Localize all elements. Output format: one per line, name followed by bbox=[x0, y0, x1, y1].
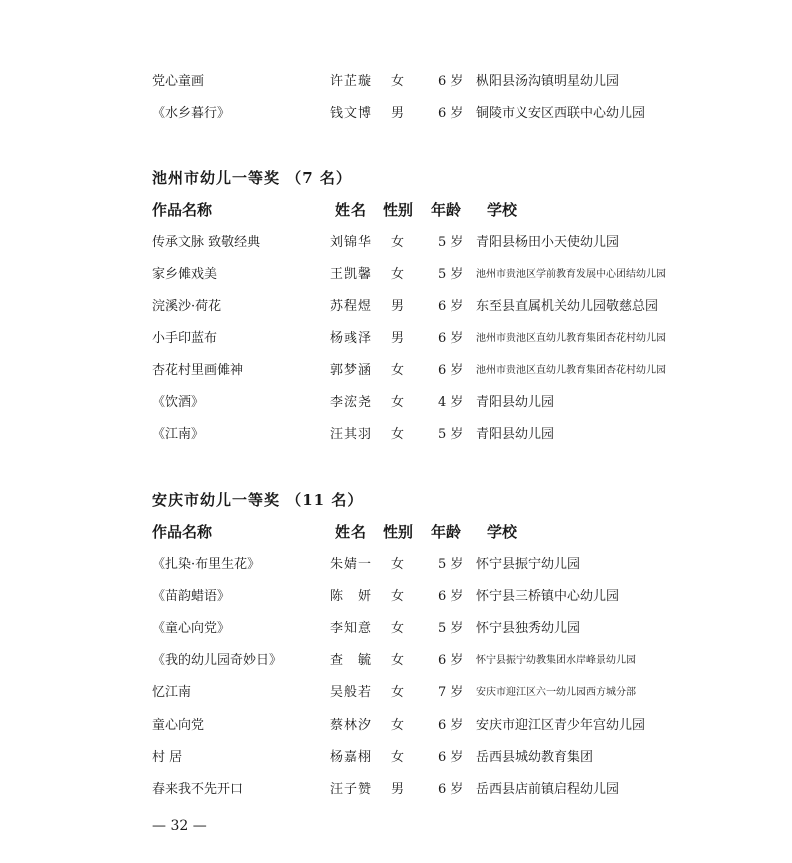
work-title: 《饮酒》 bbox=[152, 395, 205, 410]
student-age: 6 岁 bbox=[438, 299, 464, 314]
student-age: 6 岁 bbox=[438, 653, 464, 668]
student-gender: 男 bbox=[391, 106, 405, 121]
student-age: 5 岁 bbox=[438, 235, 464, 250]
header-age: 年龄 bbox=[431, 523, 462, 541]
school-name: 岳西县店前镇启程幼儿园 bbox=[476, 782, 620, 797]
page-number: — 32 — bbox=[152, 818, 207, 834]
work-title: 《童心向党》 bbox=[152, 621, 231, 636]
student-age: 6 岁 bbox=[438, 782, 464, 797]
student-gender: 男 bbox=[391, 782, 405, 797]
school-name: 池州市贵池区学前教育发展中心团结幼儿园 bbox=[476, 269, 666, 280]
work-title: 党心童画 bbox=[152, 74, 205, 89]
school-name: 青阳县幼儿园 bbox=[476, 395, 555, 410]
work-title: 浣溪沙·荷花 bbox=[152, 299, 222, 314]
work-title: 《江南》 bbox=[152, 427, 205, 442]
student-age: 5 岁 bbox=[438, 427, 464, 442]
header-gender: 性别 bbox=[383, 523, 414, 541]
school-name: 青阳县幼儿园 bbox=[476, 427, 555, 442]
student-gender: 女 bbox=[391, 557, 405, 572]
school-name: 东至县直属机关幼儿园敬慈总园 bbox=[476, 299, 659, 314]
student-gender: 女 bbox=[391, 235, 405, 250]
school-name: 岳西县城幼教育集团 bbox=[476, 750, 594, 765]
table-row bbox=[0, 714, 792, 738]
student-age: 6 岁 bbox=[438, 589, 464, 604]
table-header bbox=[0, 520, 792, 544]
student-gender: 女 bbox=[391, 363, 405, 378]
work-title: 《苗韵蜡语》 bbox=[152, 589, 231, 604]
student-gender: 女 bbox=[391, 74, 405, 89]
work-title: 家乡傩戏美 bbox=[152, 267, 218, 282]
student-gender: 女 bbox=[391, 267, 405, 282]
header-name: 姓名 bbox=[335, 201, 368, 219]
school-name: 安庆市迎江区青少年宫幼儿园 bbox=[476, 718, 646, 733]
student-gender: 女 bbox=[391, 427, 405, 442]
work-title: 春来我不先开口 bbox=[152, 782, 244, 797]
table-row bbox=[0, 102, 792, 126]
student-name: 刘锦华 bbox=[330, 235, 373, 250]
student-age: 6 岁 bbox=[438, 331, 464, 346]
student-age: 6 岁 bbox=[438, 718, 464, 733]
table-row bbox=[0, 585, 792, 609]
student-name: 蔡林汐 bbox=[330, 718, 373, 733]
school-name: 池州市贵池区直幼儿教育集团杏花村幼儿园 bbox=[476, 365, 666, 376]
table-row bbox=[0, 681, 792, 705]
student-age: 5 岁 bbox=[438, 557, 464, 572]
student-name: 吴般若 bbox=[330, 685, 373, 700]
student-name: 李浤尧 bbox=[330, 395, 373, 410]
student-name: 杨嘉栩 bbox=[330, 750, 373, 765]
student-name: 王凯馨 bbox=[330, 267, 373, 282]
school-name: 铜陵市义安区西联中心幼儿园 bbox=[476, 106, 646, 121]
student-age: 7 岁 bbox=[438, 685, 464, 700]
work-title: 《我的幼儿园奇妙日》 bbox=[152, 653, 283, 668]
student-name: 汪子赞 bbox=[330, 782, 373, 797]
student-age: 5 岁 bbox=[438, 267, 464, 282]
student-gender: 女 bbox=[391, 395, 405, 410]
student-gender: 男 bbox=[391, 299, 405, 314]
student-age: 6 岁 bbox=[438, 74, 464, 89]
student-age: 6 岁 bbox=[438, 106, 464, 121]
table-row bbox=[0, 231, 792, 255]
header-title: 作品名称 bbox=[152, 201, 213, 219]
header-age: 年龄 bbox=[431, 201, 462, 219]
header-title: 作品名称 bbox=[152, 523, 213, 541]
table-row bbox=[0, 553, 792, 577]
table-row bbox=[0, 746, 792, 770]
table-row bbox=[0, 391, 792, 415]
student-gender: 男 bbox=[391, 331, 405, 346]
work-title: 传承文脉 致敬经典 bbox=[152, 235, 261, 250]
student-age: 6 岁 bbox=[438, 363, 464, 378]
work-title: 小手印蓝布 bbox=[152, 331, 218, 346]
student-name: 汪其羽 bbox=[330, 427, 373, 442]
school-name: 怀宁县独秀幼儿园 bbox=[476, 621, 581, 636]
student-gender: 女 bbox=[391, 589, 405, 604]
school-name: 怀宁县振宁幼儿园 bbox=[476, 557, 581, 572]
table-row bbox=[0, 327, 792, 351]
work-title: 村 居 bbox=[152, 750, 183, 765]
student-name: 陈 妍 bbox=[330, 589, 373, 604]
table-header bbox=[0, 198, 792, 222]
student-name: 朱婧一 bbox=[330, 557, 373, 572]
table-row bbox=[0, 778, 792, 802]
student-gender: 女 bbox=[391, 653, 405, 668]
work-title: 忆江南 bbox=[152, 685, 192, 700]
student-gender: 女 bbox=[391, 718, 405, 733]
work-title: 《水乡暮行》 bbox=[152, 106, 231, 121]
student-name: 李知意 bbox=[330, 621, 373, 636]
table-row bbox=[0, 295, 792, 319]
table-row bbox=[0, 423, 792, 447]
student-gender: 女 bbox=[391, 621, 405, 636]
table-row bbox=[0, 359, 792, 383]
work-title: 《扎染·布里生花》 bbox=[152, 557, 261, 572]
table-row bbox=[0, 617, 792, 641]
student-age: 6 岁 bbox=[438, 750, 464, 765]
school-name: 青阳县杨田小天使幼儿园 bbox=[476, 235, 620, 250]
work-title: 杏花村里画傩神 bbox=[152, 363, 244, 378]
header-school: 学校 bbox=[487, 201, 518, 219]
student-age: 5 岁 bbox=[438, 621, 464, 636]
header-school: 学校 bbox=[487, 523, 518, 541]
table-row bbox=[0, 649, 792, 673]
section-heading-chizhou: 池州市幼儿一等奖 （7 名） bbox=[152, 169, 352, 187]
student-gender: 女 bbox=[391, 685, 405, 700]
table-row bbox=[0, 70, 792, 94]
student-name: 郭梦涵 bbox=[330, 363, 373, 378]
student-name: 苏程煜 bbox=[330, 299, 373, 314]
school-name: 池州市贵池区直幼儿教育集团杏花村幼儿园 bbox=[476, 333, 666, 344]
student-name: 查 毓 bbox=[330, 653, 373, 668]
student-name: 杨彧泽 bbox=[330, 331, 373, 346]
section-heading-anqing: 安庆市幼儿一等奖 （11 名） bbox=[152, 491, 364, 509]
school-name: 怀宁县振宁幼教集团水岸峰景幼儿园 bbox=[476, 655, 636, 666]
student-age: 4 岁 bbox=[438, 395, 464, 410]
school-name: 安庆市迎江区六一幼儿园西方城分部 bbox=[476, 687, 636, 698]
work-title: 童心向党 bbox=[152, 718, 205, 733]
table-row bbox=[0, 263, 792, 287]
student-name: 许芷璇 bbox=[330, 74, 373, 89]
student-gender: 女 bbox=[391, 750, 405, 765]
school-name: 怀宁县三桥镇中心幼儿园 bbox=[476, 589, 620, 604]
student-name: 钱文博 bbox=[330, 106, 373, 121]
header-name: 姓名 bbox=[335, 523, 368, 541]
header-gender: 性别 bbox=[383, 201, 414, 219]
school-name: 枞阳县汤沟镇明星幼儿园 bbox=[476, 74, 620, 89]
